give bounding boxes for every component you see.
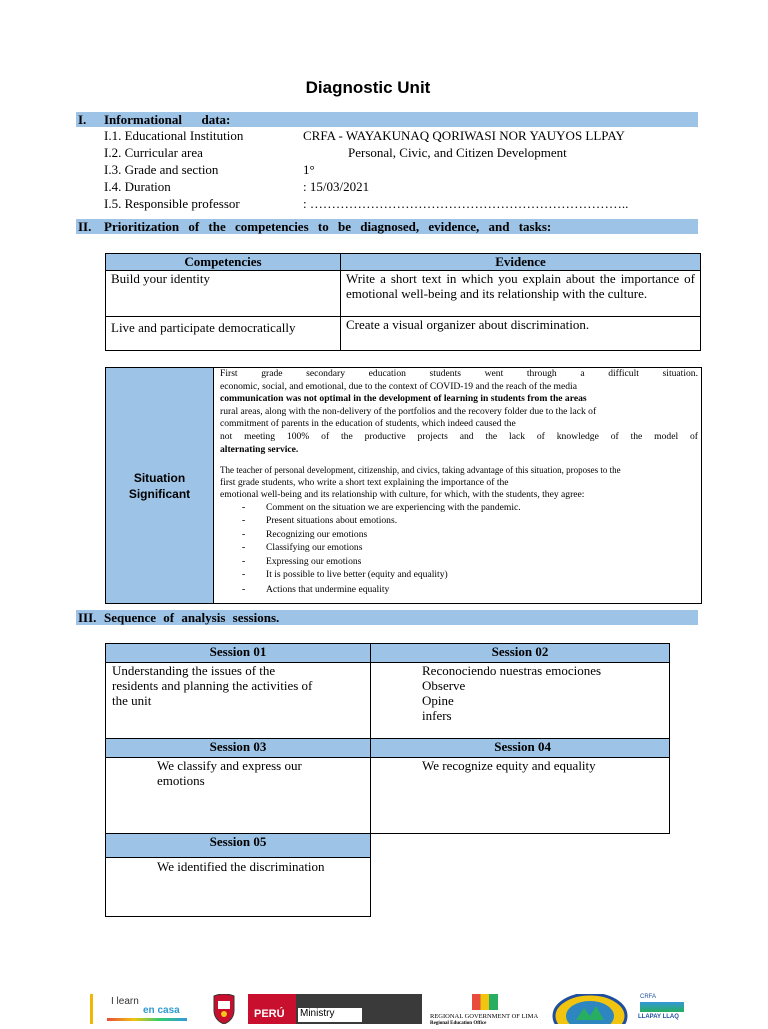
evidence-cell: Create a visual organizer about discrimination. bbox=[341, 317, 701, 351]
section-number: II. bbox=[78, 219, 92, 234]
evidence-cell: Write a short text in which you explain about the importance of emotional well-being and its relationship with the culture. bbox=[341, 271, 701, 317]
session-cell: We classify and express our emotions bbox=[106, 758, 371, 834]
column-header: Evidence bbox=[341, 254, 701, 271]
peru-logo: PERÚ bbox=[248, 994, 296, 1024]
info-value: Personal, Civic, and Citizen Development bbox=[348, 145, 567, 160]
session-header: Session 01 bbox=[106, 644, 371, 663]
info-value: : 15/03/2021 bbox=[303, 179, 370, 194]
section-header-prioritization bbox=[76, 219, 698, 234]
peru-shield-icon bbox=[204, 994, 244, 1024]
competency-cell: Build your identity bbox=[106, 271, 341, 317]
aprendo-en-casa-logo: I learn en casa bbox=[90, 994, 201, 1024]
competency-cell: Live and participate democratically bbox=[106, 317, 341, 351]
session-header: Session 04 bbox=[371, 739, 670, 758]
section-header-sessions bbox=[76, 610, 698, 625]
session-header: Session 05 bbox=[106, 834, 371, 858]
session-header: Session 02 bbox=[371, 644, 670, 663]
section-title: Sequence of analysis sessions. bbox=[104, 610, 280, 625]
info-value: 1° bbox=[303, 162, 315, 177]
section-header-informational bbox=[76, 112, 698, 127]
info-value: CRFA - WAYAKUNAQ QORIWASI NOR YAUYOS LLPAY bbox=[303, 128, 625, 143]
list-item: - Recognizing our emotions bbox=[242, 528, 368, 540]
situation-box bbox=[105, 367, 702, 604]
situation-label-cell bbox=[106, 368, 214, 603]
info-label: I.4. Duration bbox=[104, 179, 171, 194]
info-label: I.1. Educational Institution bbox=[104, 128, 244, 143]
info-label: I.5. Responsible professor bbox=[104, 196, 240, 211]
list-item: - Classifying our emotions bbox=[242, 542, 363, 554]
ministry-logo: Ministry bbox=[296, 994, 422, 1024]
list-item: - Actions that undermine equality bbox=[242, 584, 390, 596]
session-cell: We identified the discrimination bbox=[106, 858, 371, 917]
info-label: I.3. Grade and section bbox=[104, 162, 219, 177]
competencies-table bbox=[105, 253, 701, 351]
section-number: III. bbox=[78, 610, 97, 625]
session-cell: Understanding the issues of the residents and planning the activities of the unit bbox=[106, 663, 371, 739]
situation-bullets bbox=[220, 502, 698, 598]
table-row bbox=[106, 317, 701, 351]
list-item: - Present situations about emotions. bbox=[242, 515, 398, 527]
section-title: Informational data: bbox=[104, 112, 231, 127]
info-value: : ……………………………………………………………….. bbox=[303, 196, 629, 211]
info-label: I.2. Curricular area bbox=[104, 145, 203, 160]
list-item: - It is possible to live better (equity and equality) bbox=[242, 568, 448, 580]
session-cell: Reconociendo nuestras emociones Observe Opine infers bbox=[371, 663, 670, 739]
section-number: I. bbox=[78, 112, 87, 127]
list-item: - Comment on the situation we are experiencing with the pandemic. bbox=[242, 501, 521, 513]
column-header: Competencies bbox=[106, 254, 341, 271]
section-title: Prioritization of the competencies to be diagnosed, evidence, and tasks: bbox=[104, 219, 552, 234]
regional-government-logo: REGIONAL GOVERNMENT OF LIMA Regional Education Office bbox=[428, 994, 546, 1024]
page-title: Diagnostic Unit bbox=[305, 78, 431, 97]
session-header: Session 03 bbox=[106, 739, 371, 758]
situation-label: Situation Significant bbox=[128, 471, 191, 501]
institution-seal-icon bbox=[552, 994, 628, 1024]
table-row bbox=[106, 271, 701, 317]
session-cell: We recognize equity and equality bbox=[371, 758, 670, 834]
sessions-table bbox=[105, 643, 670, 917]
list-item: - Expressing our emotions bbox=[242, 555, 362, 567]
situation-text: First grade secondary education students went through a difficult situation. economic, social, and emotional, due to the context of COVID-19 and the reach of the media communication was not optimal in the development of learning in students from the areas rural areas, along with the non-delivery of the portfolios and the recovery folder due to the lack of commitment of parents in the education of students, which indeed caused the not meeting 100% of the productive projects and the lack of knowledge of the model of alternating service. The teacher of personal development, citizenship, and civics, taking advantage of this situation, proposes to the first grade students, who write a short text explaining the importance of the emotional well-being and its relationship with culture, for which, with the students, they agree: - Comment on the situation we are experiencing with the pandemic. - Present situations about emotions. - Recognizing our emotions - Classifying our emotions - Expressing our emotions - It is possible to live better (equity and equality) - Actions that undermine equality bbox=[220, 368, 698, 598]
crfa-logo: CRFA LLAPAY LLAQ bbox=[636, 994, 688, 1024]
